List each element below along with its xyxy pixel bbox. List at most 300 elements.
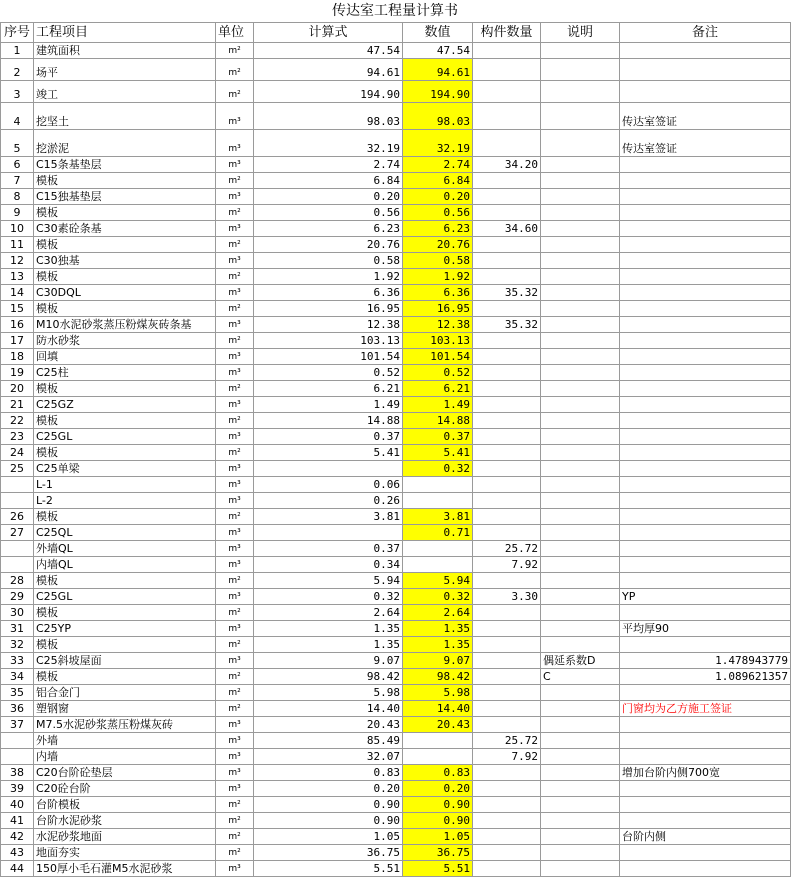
cell-unit[interactable]: m² [216, 205, 254, 221]
header-no[interactable]: 序号 [1, 23, 34, 43]
cell-formula[interactable]: 32.07 [254, 749, 403, 765]
cell-description[interactable] [541, 381, 620, 397]
cell-description[interactable] [541, 269, 620, 285]
header-description[interactable]: 说明 [541, 23, 620, 43]
cell-unit[interactable]: m³ [216, 221, 254, 237]
cell-description[interactable] [541, 103, 620, 130]
cell-item[interactable]: C30独基 [34, 253, 216, 269]
cell-value[interactable]: 5.98 [403, 685, 473, 701]
cell-value[interactable]: 14.88 [403, 413, 473, 429]
cell-no[interactable]: 39 [1, 781, 34, 797]
cell-remarks[interactable] [620, 349, 791, 365]
cell-unit[interactable]: m² [216, 701, 254, 717]
cell-unit[interactable]: m² [216, 669, 254, 685]
cell-description[interactable] [541, 130, 620, 157]
cell-count[interactable] [473, 269, 541, 285]
cell-count[interactable] [473, 333, 541, 349]
cell-item[interactable]: C25YP [34, 621, 216, 637]
cell-remarks[interactable] [620, 557, 791, 573]
cell-item[interactable]: 防水砂浆 [34, 333, 216, 349]
cell-remarks[interactable] [620, 333, 791, 349]
cell-no[interactable]: 1 [1, 43, 34, 59]
cell-unit[interactable]: m² [216, 269, 254, 285]
cell-no[interactable]: 14 [1, 285, 34, 301]
cell-remarks[interactable] [620, 845, 791, 861]
cell-value[interactable]: 2.64 [403, 605, 473, 621]
cell-no[interactable]: 3 [1, 81, 34, 103]
cell-no[interactable]: 44 [1, 861, 34, 877]
cell-formula[interactable]: 98.03 [254, 103, 403, 130]
cell-unit[interactable]: m³ [216, 130, 254, 157]
cell-unit[interactable]: m² [216, 381, 254, 397]
cell-item[interactable]: C20台阶砼垫层 [34, 765, 216, 781]
cell-description[interactable]: C [541, 669, 620, 685]
cell-item[interactable]: C25GL [34, 429, 216, 445]
cell-count[interactable] [473, 813, 541, 829]
cell-no[interactable]: 41 [1, 813, 34, 829]
cell-description[interactable] [541, 43, 620, 59]
cell-count[interactable] [473, 477, 541, 493]
cell-unit[interactable]: m³ [216, 541, 254, 557]
cell-remarks[interactable] [620, 573, 791, 589]
cell-item[interactable]: 模板 [34, 237, 216, 253]
cell-unit[interactable]: m³ [216, 365, 254, 381]
cell-count[interactable] [473, 509, 541, 525]
cell-value[interactable]: 0.58 [403, 253, 473, 269]
cell-value[interactable]: 6.36 [403, 285, 473, 301]
cell-no[interactable]: 11 [1, 237, 34, 253]
cell-formula[interactable] [254, 525, 403, 541]
cell-count[interactable] [473, 573, 541, 589]
cell-unit[interactable]: m³ [216, 461, 254, 477]
cell-unit[interactable]: m² [216, 301, 254, 317]
cell-value[interactable]: 14.40 [403, 701, 473, 717]
cell-item[interactable]: C15条基垫层 [34, 157, 216, 173]
cell-description[interactable]: 偶延系数D [541, 653, 620, 669]
cell-value[interactable]: 36.75 [403, 845, 473, 861]
cell-item[interactable]: 内墙 [34, 749, 216, 765]
cell-remarks[interactable] [620, 493, 791, 509]
cell-formula[interactable]: 103.13 [254, 333, 403, 349]
cell-formula[interactable]: 1.05 [254, 829, 403, 845]
cell-no[interactable]: 16 [1, 317, 34, 333]
cell-no[interactable]: 34 [1, 669, 34, 685]
cell-remarks[interactable]: 门窗均为乙方施工签证 [620, 701, 791, 717]
cell-count[interactable] [473, 103, 541, 130]
cell-formula[interactable]: 0.20 [254, 781, 403, 797]
cell-no[interactable] [1, 749, 34, 765]
cell-remarks[interactable]: 台阶内侧 [620, 829, 791, 845]
cell-no[interactable]: 6 [1, 157, 34, 173]
cell-item[interactable]: M7.5水泥砂浆蒸压粉煤灰砖 [34, 717, 216, 733]
cell-count[interactable]: 3.30 [473, 589, 541, 605]
cell-formula[interactable]: 1.49 [254, 397, 403, 413]
cell-count[interactable] [473, 349, 541, 365]
cell-no[interactable]: 27 [1, 525, 34, 541]
cell-no[interactable]: 33 [1, 653, 34, 669]
cell-remarks[interactable] [620, 173, 791, 189]
cell-unit[interactable]: m³ [216, 157, 254, 173]
cell-unit[interactable]: m² [216, 333, 254, 349]
cell-remarks[interactable] [620, 189, 791, 205]
cell-description[interactable] [541, 429, 620, 445]
cell-remarks[interactable] [620, 861, 791, 877]
cell-count[interactable] [473, 445, 541, 461]
cell-description[interactable] [541, 733, 620, 749]
cell-value[interactable]: 94.61 [403, 59, 473, 81]
cell-unit[interactable]: m³ [216, 493, 254, 509]
cell-description[interactable] [541, 749, 620, 765]
cell-item[interactable]: C30DQL [34, 285, 216, 301]
cell-formula[interactable]: 0.32 [254, 589, 403, 605]
cell-description[interactable] [541, 59, 620, 81]
cell-item[interactable]: 挖坚土 [34, 103, 216, 130]
cell-remarks[interactable] [620, 205, 791, 221]
cell-value[interactable]: 0.37 [403, 429, 473, 445]
cell-value[interactable]: 0.52 [403, 365, 473, 381]
cell-count[interactable]: 34.60 [473, 221, 541, 237]
cell-unit[interactable]: m³ [216, 749, 254, 765]
cell-count[interactable] [473, 493, 541, 509]
cell-value[interactable]: 32.19 [403, 130, 473, 157]
cell-remarks[interactable] [620, 157, 791, 173]
cell-value[interactable]: 2.74 [403, 157, 473, 173]
cell-unit[interactable]: m³ [216, 621, 254, 637]
cell-item[interactable]: 台阶水泥砂浆 [34, 813, 216, 829]
cell-unit[interactable]: m³ [216, 861, 254, 877]
cell-item[interactable]: 台阶模板 [34, 797, 216, 813]
header-item[interactable]: 工程项目 [34, 23, 216, 43]
cell-description[interactable] [541, 797, 620, 813]
cell-description[interactable] [541, 605, 620, 621]
cell-unit[interactable]: m² [216, 637, 254, 653]
cell-item[interactable]: 外墙QL [34, 541, 216, 557]
cell-remarks[interactable] [620, 781, 791, 797]
cell-value[interactable] [403, 477, 473, 493]
cell-value[interactable]: 12.38 [403, 317, 473, 333]
cell-description[interactable] [541, 461, 620, 477]
cell-count[interactable] [473, 173, 541, 189]
cell-unit[interactable]: m³ [216, 525, 254, 541]
cell-item[interactable]: 场平 [34, 59, 216, 81]
cell-unit[interactable]: m³ [216, 781, 254, 797]
cell-description[interactable] [541, 525, 620, 541]
cell-remarks[interactable] [620, 685, 791, 701]
cell-remarks[interactable] [620, 317, 791, 333]
cell-item[interactable]: M10水泥砂浆蒸压粉煤灰砖条基 [34, 317, 216, 333]
cell-value[interactable]: 0.71 [403, 525, 473, 541]
cell-value[interactable]: 1.92 [403, 269, 473, 285]
cell-count[interactable]: 35.32 [473, 317, 541, 333]
cell-description[interactable] [541, 813, 620, 829]
cell-description[interactable] [541, 285, 620, 301]
cell-value[interactable]: 9.07 [403, 653, 473, 669]
cell-item[interactable]: 模板 [34, 669, 216, 685]
cell-value[interactable] [403, 557, 473, 573]
cell-item[interactable]: C25柱 [34, 365, 216, 381]
cell-no[interactable]: 8 [1, 189, 34, 205]
cell-no[interactable]: 13 [1, 269, 34, 285]
cell-remarks[interactable] [620, 813, 791, 829]
cell-unit[interactable]: m² [216, 813, 254, 829]
cell-remarks[interactable] [620, 445, 791, 461]
cell-value[interactable]: 6.21 [403, 381, 473, 397]
cell-item[interactable]: C15独基垫层 [34, 189, 216, 205]
cell-formula[interactable]: 16.95 [254, 301, 403, 317]
cell-formula[interactable]: 0.20 [254, 189, 403, 205]
header-unit[interactable]: 单位 [216, 23, 254, 43]
cell-formula[interactable]: 5.94 [254, 573, 403, 589]
cell-no[interactable]: 5 [1, 130, 34, 157]
cell-item[interactable]: 挖淤泥 [34, 130, 216, 157]
cell-unit[interactable]: m³ [216, 429, 254, 445]
cell-item[interactable]: C25单梁 [34, 461, 216, 477]
cell-remarks[interactable] [620, 509, 791, 525]
cell-item[interactable]: 建筑面积 [34, 43, 216, 59]
cell-description[interactable] [541, 493, 620, 509]
cell-no[interactable]: 22 [1, 413, 34, 429]
cell-formula[interactable]: 0.90 [254, 813, 403, 829]
cell-count[interactable] [473, 253, 541, 269]
cell-description[interactable] [541, 637, 620, 653]
cell-unit[interactable]: m² [216, 445, 254, 461]
cell-description[interactable] [541, 589, 620, 605]
cell-formula[interactable]: 0.37 [254, 429, 403, 445]
cell-no[interactable]: 7 [1, 173, 34, 189]
cell-no[interactable] [1, 477, 34, 493]
cell-description[interactable] [541, 781, 620, 797]
cell-value[interactable]: 1.05 [403, 829, 473, 845]
cell-no[interactable]: 10 [1, 221, 34, 237]
cell-formula[interactable]: 20.43 [254, 717, 403, 733]
cell-formula[interactable]: 20.76 [254, 237, 403, 253]
cell-count[interactable] [473, 621, 541, 637]
cell-item[interactable]: 模板 [34, 173, 216, 189]
cell-item[interactable]: 模板 [34, 301, 216, 317]
cell-remarks[interactable] [620, 525, 791, 541]
cell-remarks[interactable] [620, 413, 791, 429]
cell-formula[interactable]: 0.37 [254, 541, 403, 557]
cell-description[interactable] [541, 397, 620, 413]
cell-remarks[interactable] [620, 221, 791, 237]
cell-description[interactable] [541, 157, 620, 173]
cell-formula[interactable]: 14.88 [254, 413, 403, 429]
cell-no[interactable]: 9 [1, 205, 34, 221]
cell-description[interactable] [541, 717, 620, 733]
cell-remarks[interactable]: 平均厚90 [620, 621, 791, 637]
cell-no[interactable] [1, 557, 34, 573]
cell-description[interactable] [541, 81, 620, 103]
cell-item[interactable]: 地面夯实 [34, 845, 216, 861]
cell-no[interactable] [1, 733, 34, 749]
cell-remarks[interactable] [620, 797, 791, 813]
cell-value[interactable]: 1.35 [403, 637, 473, 653]
cell-no[interactable]: 23 [1, 429, 34, 445]
cell-count[interactable]: 25.72 [473, 733, 541, 749]
cell-no[interactable]: 31 [1, 621, 34, 637]
cell-unit[interactable]: m² [216, 413, 254, 429]
cell-count[interactable] [473, 637, 541, 653]
cell-item[interactable]: 模板 [34, 205, 216, 221]
cell-remarks[interactable]: 增加台阶内侧700宽 [620, 765, 791, 781]
cell-item[interactable]: L-1 [34, 477, 216, 493]
cell-count[interactable]: 7.92 [473, 557, 541, 573]
cell-item[interactable]: 150厚小毛石灌M5水泥砂浆 [34, 861, 216, 877]
cell-unit[interactable]: m² [216, 829, 254, 845]
cell-value[interactable]: 1.49 [403, 397, 473, 413]
cell-unit[interactable]: m³ [216, 589, 254, 605]
cell-item[interactable]: 模板 [34, 445, 216, 461]
cell-remarks[interactable] [620, 81, 791, 103]
cell-description[interactable] [541, 173, 620, 189]
cell-formula[interactable]: 0.83 [254, 765, 403, 781]
cell-unit[interactable]: m² [216, 59, 254, 81]
cell-item[interactable]: 竣工 [34, 81, 216, 103]
cell-description[interactable] [541, 205, 620, 221]
cell-formula[interactable]: 194.90 [254, 81, 403, 103]
cell-remarks[interactable] [620, 59, 791, 81]
cell-unit[interactable]: m² [216, 845, 254, 861]
cell-description[interactable] [541, 541, 620, 557]
cell-unit[interactable]: m³ [216, 653, 254, 669]
cell-remarks[interactable] [620, 541, 791, 557]
cell-no[interactable]: 32 [1, 637, 34, 653]
cell-description[interactable] [541, 349, 620, 365]
cell-formula[interactable]: 1.35 [254, 621, 403, 637]
cell-unit[interactable]: m² [216, 685, 254, 701]
header-formula[interactable]: 计算式 [254, 23, 403, 43]
cell-formula[interactable]: 98.42 [254, 669, 403, 685]
cell-item[interactable]: 模板 [34, 413, 216, 429]
cell-count[interactable] [473, 861, 541, 877]
cell-count[interactable] [473, 781, 541, 797]
cell-formula[interactable]: 9.07 [254, 653, 403, 669]
cell-value[interactable]: 16.95 [403, 301, 473, 317]
cell-item[interactable]: C25GZ [34, 397, 216, 413]
cell-no[interactable]: 37 [1, 717, 34, 733]
cell-description[interactable] [541, 333, 620, 349]
cell-count[interactable]: 7.92 [473, 749, 541, 765]
cell-count[interactable] [473, 237, 541, 253]
cell-description[interactable] [541, 509, 620, 525]
cell-count[interactable] [473, 717, 541, 733]
cell-count[interactable] [473, 669, 541, 685]
cell-formula[interactable]: 2.74 [254, 157, 403, 173]
cell-remarks[interactable] [620, 637, 791, 653]
cell-formula[interactable]: 0.58 [254, 253, 403, 269]
cell-description[interactable] [541, 317, 620, 333]
cell-formula[interactable]: 6.36 [254, 285, 403, 301]
cell-remarks[interactable] [620, 749, 791, 765]
cell-count[interactable] [473, 605, 541, 621]
cell-formula[interactable]: 47.54 [254, 43, 403, 59]
cell-value[interactable]: 3.81 [403, 509, 473, 525]
cell-no[interactable]: 17 [1, 333, 34, 349]
cell-item[interactable]: C25斜坡屋面 [34, 653, 216, 669]
cell-formula[interactable]: 94.61 [254, 59, 403, 81]
cell-remarks[interactable] [620, 365, 791, 381]
cell-description[interactable] [541, 701, 620, 717]
cell-count[interactable] [473, 365, 541, 381]
cell-unit[interactable]: m³ [216, 317, 254, 333]
cell-count[interactable] [473, 397, 541, 413]
cell-formula[interactable]: 3.81 [254, 509, 403, 525]
cell-unit[interactable]: m³ [216, 103, 254, 130]
cell-item[interactable]: 模板 [34, 573, 216, 589]
cell-formula[interactable]: 6.23 [254, 221, 403, 237]
cell-remarks[interactable] [620, 237, 791, 253]
cell-formula[interactable]: 1.92 [254, 269, 403, 285]
cell-no[interactable]: 30 [1, 605, 34, 621]
cell-unit[interactable]: m² [216, 573, 254, 589]
cell-item[interactable]: 塑钢窗 [34, 701, 216, 717]
cell-count[interactable] [473, 381, 541, 397]
cell-remarks[interactable] [620, 717, 791, 733]
cell-value[interactable] [403, 541, 473, 557]
cell-count[interactable] [473, 653, 541, 669]
cell-unit[interactable]: m³ [216, 253, 254, 269]
cell-description[interactable] [541, 221, 620, 237]
cell-description[interactable] [541, 861, 620, 877]
cell-unit[interactable]: m² [216, 173, 254, 189]
cell-unit[interactable]: m² [216, 605, 254, 621]
cell-unit[interactable]: m² [216, 81, 254, 103]
cell-formula[interactable]: 85.49 [254, 733, 403, 749]
cell-no[interactable]: 26 [1, 509, 34, 525]
cell-count[interactable]: 25.72 [473, 541, 541, 557]
cell-description[interactable] [541, 445, 620, 461]
cell-formula[interactable]: 36.75 [254, 845, 403, 861]
cell-value[interactable]: 0.20 [403, 189, 473, 205]
cell-no[interactable]: 42 [1, 829, 34, 845]
cell-unit[interactable]: m³ [216, 733, 254, 749]
cell-formula[interactable]: 0.56 [254, 205, 403, 221]
cell-count[interactable] [473, 525, 541, 541]
cell-unit[interactable]: m² [216, 797, 254, 813]
cell-description[interactable] [541, 477, 620, 493]
cell-unit[interactable]: m³ [216, 717, 254, 733]
cell-formula[interactable]: 101.54 [254, 349, 403, 365]
cell-count[interactable]: 34.20 [473, 157, 541, 173]
cell-no[interactable]: 25 [1, 461, 34, 477]
cell-value[interactable]: 103.13 [403, 333, 473, 349]
cell-value[interactable]: 0.32 [403, 589, 473, 605]
cell-no[interactable]: 21 [1, 397, 34, 413]
cell-remarks[interactable]: YP [620, 589, 791, 605]
cell-no[interactable]: 36 [1, 701, 34, 717]
cell-formula[interactable]: 0.52 [254, 365, 403, 381]
cell-formula[interactable]: 0.06 [254, 477, 403, 493]
cell-no[interactable] [1, 493, 34, 509]
cell-value[interactable] [403, 493, 473, 509]
cell-remarks[interactable]: 传达室签证 [620, 130, 791, 157]
cell-item[interactable]: C20砼台阶 [34, 781, 216, 797]
cell-remarks[interactable]: 1.478943779 [620, 653, 791, 669]
cell-item[interactable]: L-2 [34, 493, 216, 509]
cell-count[interactable] [473, 59, 541, 81]
cell-item[interactable]: 内墙QL [34, 557, 216, 573]
cell-formula[interactable]: 2.64 [254, 605, 403, 621]
header-value[interactable]: 数值 [403, 23, 473, 43]
cell-description[interactable] [541, 189, 620, 205]
cell-no[interactable]: 24 [1, 445, 34, 461]
cell-item[interactable]: C25GL [34, 589, 216, 605]
cell-unit[interactable]: m² [216, 509, 254, 525]
cell-unit[interactable]: m³ [216, 765, 254, 781]
cell-value[interactable]: 0.90 [403, 813, 473, 829]
cell-count[interactable] [473, 189, 541, 205]
cell-remarks[interactable] [620, 461, 791, 477]
